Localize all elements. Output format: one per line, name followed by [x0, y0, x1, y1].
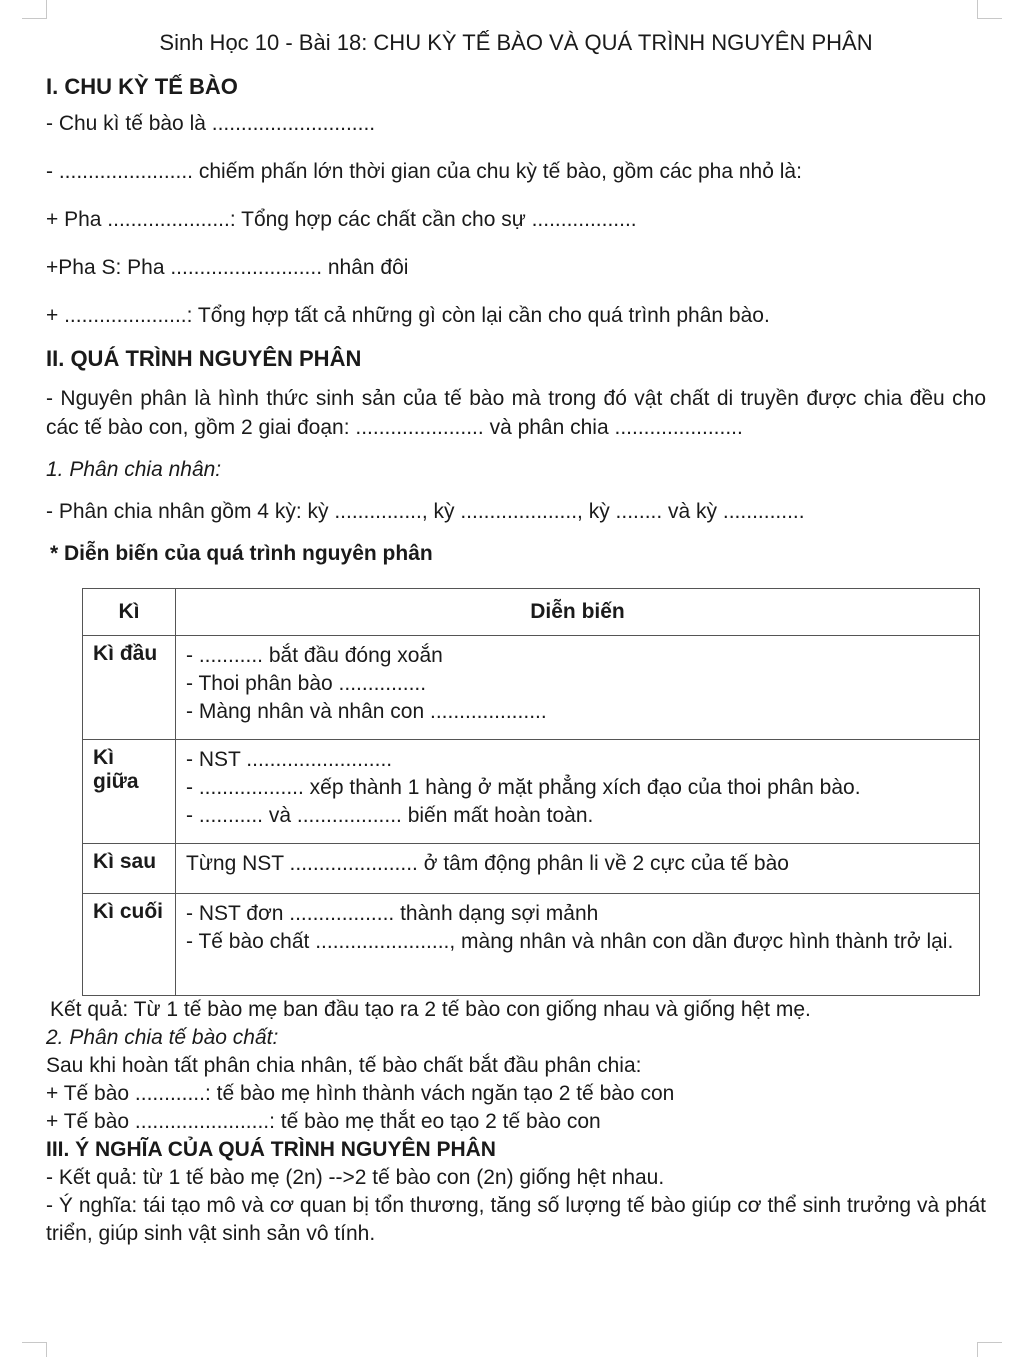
- cytokinesis-intro: Sau khi hoàn tất phân chia nhân, tế bào chất bắt đầu phân chia:: [46, 1054, 642, 1077]
- mitosis-intro: - Nguyên phân là hình thức sinh sản của tế bào mà trong đó vật chất di truyền được chia đều cho các tế bào con, gồm 2 giai đoạn: ...................... và phân chia ......................: [46, 387, 986, 439]
- table-header-row: [83, 589, 980, 636]
- table-row: [83, 636, 980, 740]
- stage-description: [176, 636, 980, 740]
- interphase-line: - ....................... chiếm phấn lớn thời gian của chu kỳ tế bào, gồm các pha nhỏ là:: [46, 160, 802, 183]
- section-heading-cell-cycle: I. CHU KỲ TẾ BÀO: [46, 74, 238, 99]
- cytokinesis-animal-line: + Tế bào .......................: tế bào mẹ thắt eo tạo 2 tế bào con: [46, 1110, 601, 1133]
- mitosis-result: Kết quả: Từ 1 tế bào mẹ ban đầu tạo ra 2 tế bào con giống nhau và giống hệt mẹ.: [50, 998, 811, 1021]
- stage-description: [176, 844, 980, 894]
- significance-result: - Kết quả: từ 1 tế bào mẹ (2n) -->2 tế bào con (2n) giống hệt nhau.: [46, 1166, 665, 1189]
- stage-name: Kì đầu: [83, 636, 176, 740]
- cell-cycle-definition: - Chu kì tế bào là ............................: [46, 112, 376, 135]
- stage-line: - ........... bắt đầu đóng xoắn: [186, 644, 443, 667]
- page-corner-mark: [22, 0, 47, 19]
- stage-line: - Màng nhân và nhân con ....................: [186, 700, 547, 723]
- significance-meaning: - Ý nghĩa: tái tạo mô và cơ quan bị tổn thương, tăng số lượng tế bào giúp cơ thể sinh trưởng và phát triển, giúp sinh vật sinh sản vô tính.: [46, 1194, 986, 1245]
- page-corner-mark: [22, 1342, 47, 1357]
- page-corner-mark: [977, 0, 1002, 19]
- stage-line: - .................. xếp thành 1 hàng ở mặt phẳng xích đạo của thoi phân bào.: [186, 776, 861, 799]
- stage-line: Từng NST ...................... ở tâm động phân li về 2 cực của tế bào: [186, 852, 789, 875]
- stage-description: [176, 740, 980, 844]
- cytokinesis-plant-line: + Tế bào ............: tế bào mẹ hình thành vách ngăn tạo 2 tế bào con: [46, 1082, 675, 1105]
- subheading-cytokinesis: 2. Phân chia tế bào chất:: [46, 1026, 279, 1049]
- page-corner-mark: [977, 1342, 1002, 1357]
- table-row: [83, 740, 980, 844]
- phase-g2-line: + .....................: Tổng hợp tất cả những gì còn lại cần cho quá trình phân bào.: [46, 304, 770, 327]
- stage-name: Kì cuối: [83, 894, 176, 996]
- phase-s-line: +Pha S: Pha .......................... nhân đôi: [46, 256, 409, 279]
- nuclear-division-stages: - Phân chia nhân gồm 4 kỳ: kỳ ..............., kỳ ...................., kỳ ........ và kỳ ..............: [46, 500, 805, 523]
- document-title: Sinh Học 10 - Bài 18: CHU KỲ TẾ BÀO VÀ QUÁ TRÌNH NGUYÊN PHÂN: [159, 30, 873, 55]
- process-heading: * Diễn biến của quá trình nguyên phân: [50, 542, 433, 565]
- section-heading-significance: III. Ý NGHĨA CỦA QUÁ TRÌNH NGUYÊN PHÂN: [46, 1138, 496, 1161]
- stage-line: - Tế bào chất ......................., màng nhân và nhân con dần được hình thành trở lại.: [186, 930, 954, 953]
- table-header-progress: Diễn biến: [176, 589, 980, 636]
- table-row: [83, 894, 980, 996]
- stage-line: - Thoi phân bào ...............: [186, 672, 427, 695]
- stage-name: Kì giữa: [83, 740, 176, 844]
- document-page: [46, 24, 986, 1248]
- phase-g1-line: + Pha .....................: Tổng hợp các chất cần cho sự ..................: [46, 208, 637, 231]
- section-heading-mitosis: II. QUÁ TRÌNH NGUYÊN PHÂN: [46, 346, 362, 371]
- stage-description: [176, 894, 980, 996]
- table-header-stage: Kì: [83, 589, 176, 636]
- stage-line: - ........... và .................. biến mất hoàn toàn.: [186, 804, 594, 827]
- table-row: [83, 844, 980, 894]
- stage-line: - NST đơn .................. thành dạng sợi mảnh: [186, 902, 599, 925]
- stage-line: - NST .........................: [186, 748, 393, 771]
- mitosis-stages-table: [82, 588, 980, 996]
- stage-name: Kì sau: [83, 844, 176, 894]
- subheading-nuclear-division: 1. Phân chia nhân:: [46, 458, 222, 481]
